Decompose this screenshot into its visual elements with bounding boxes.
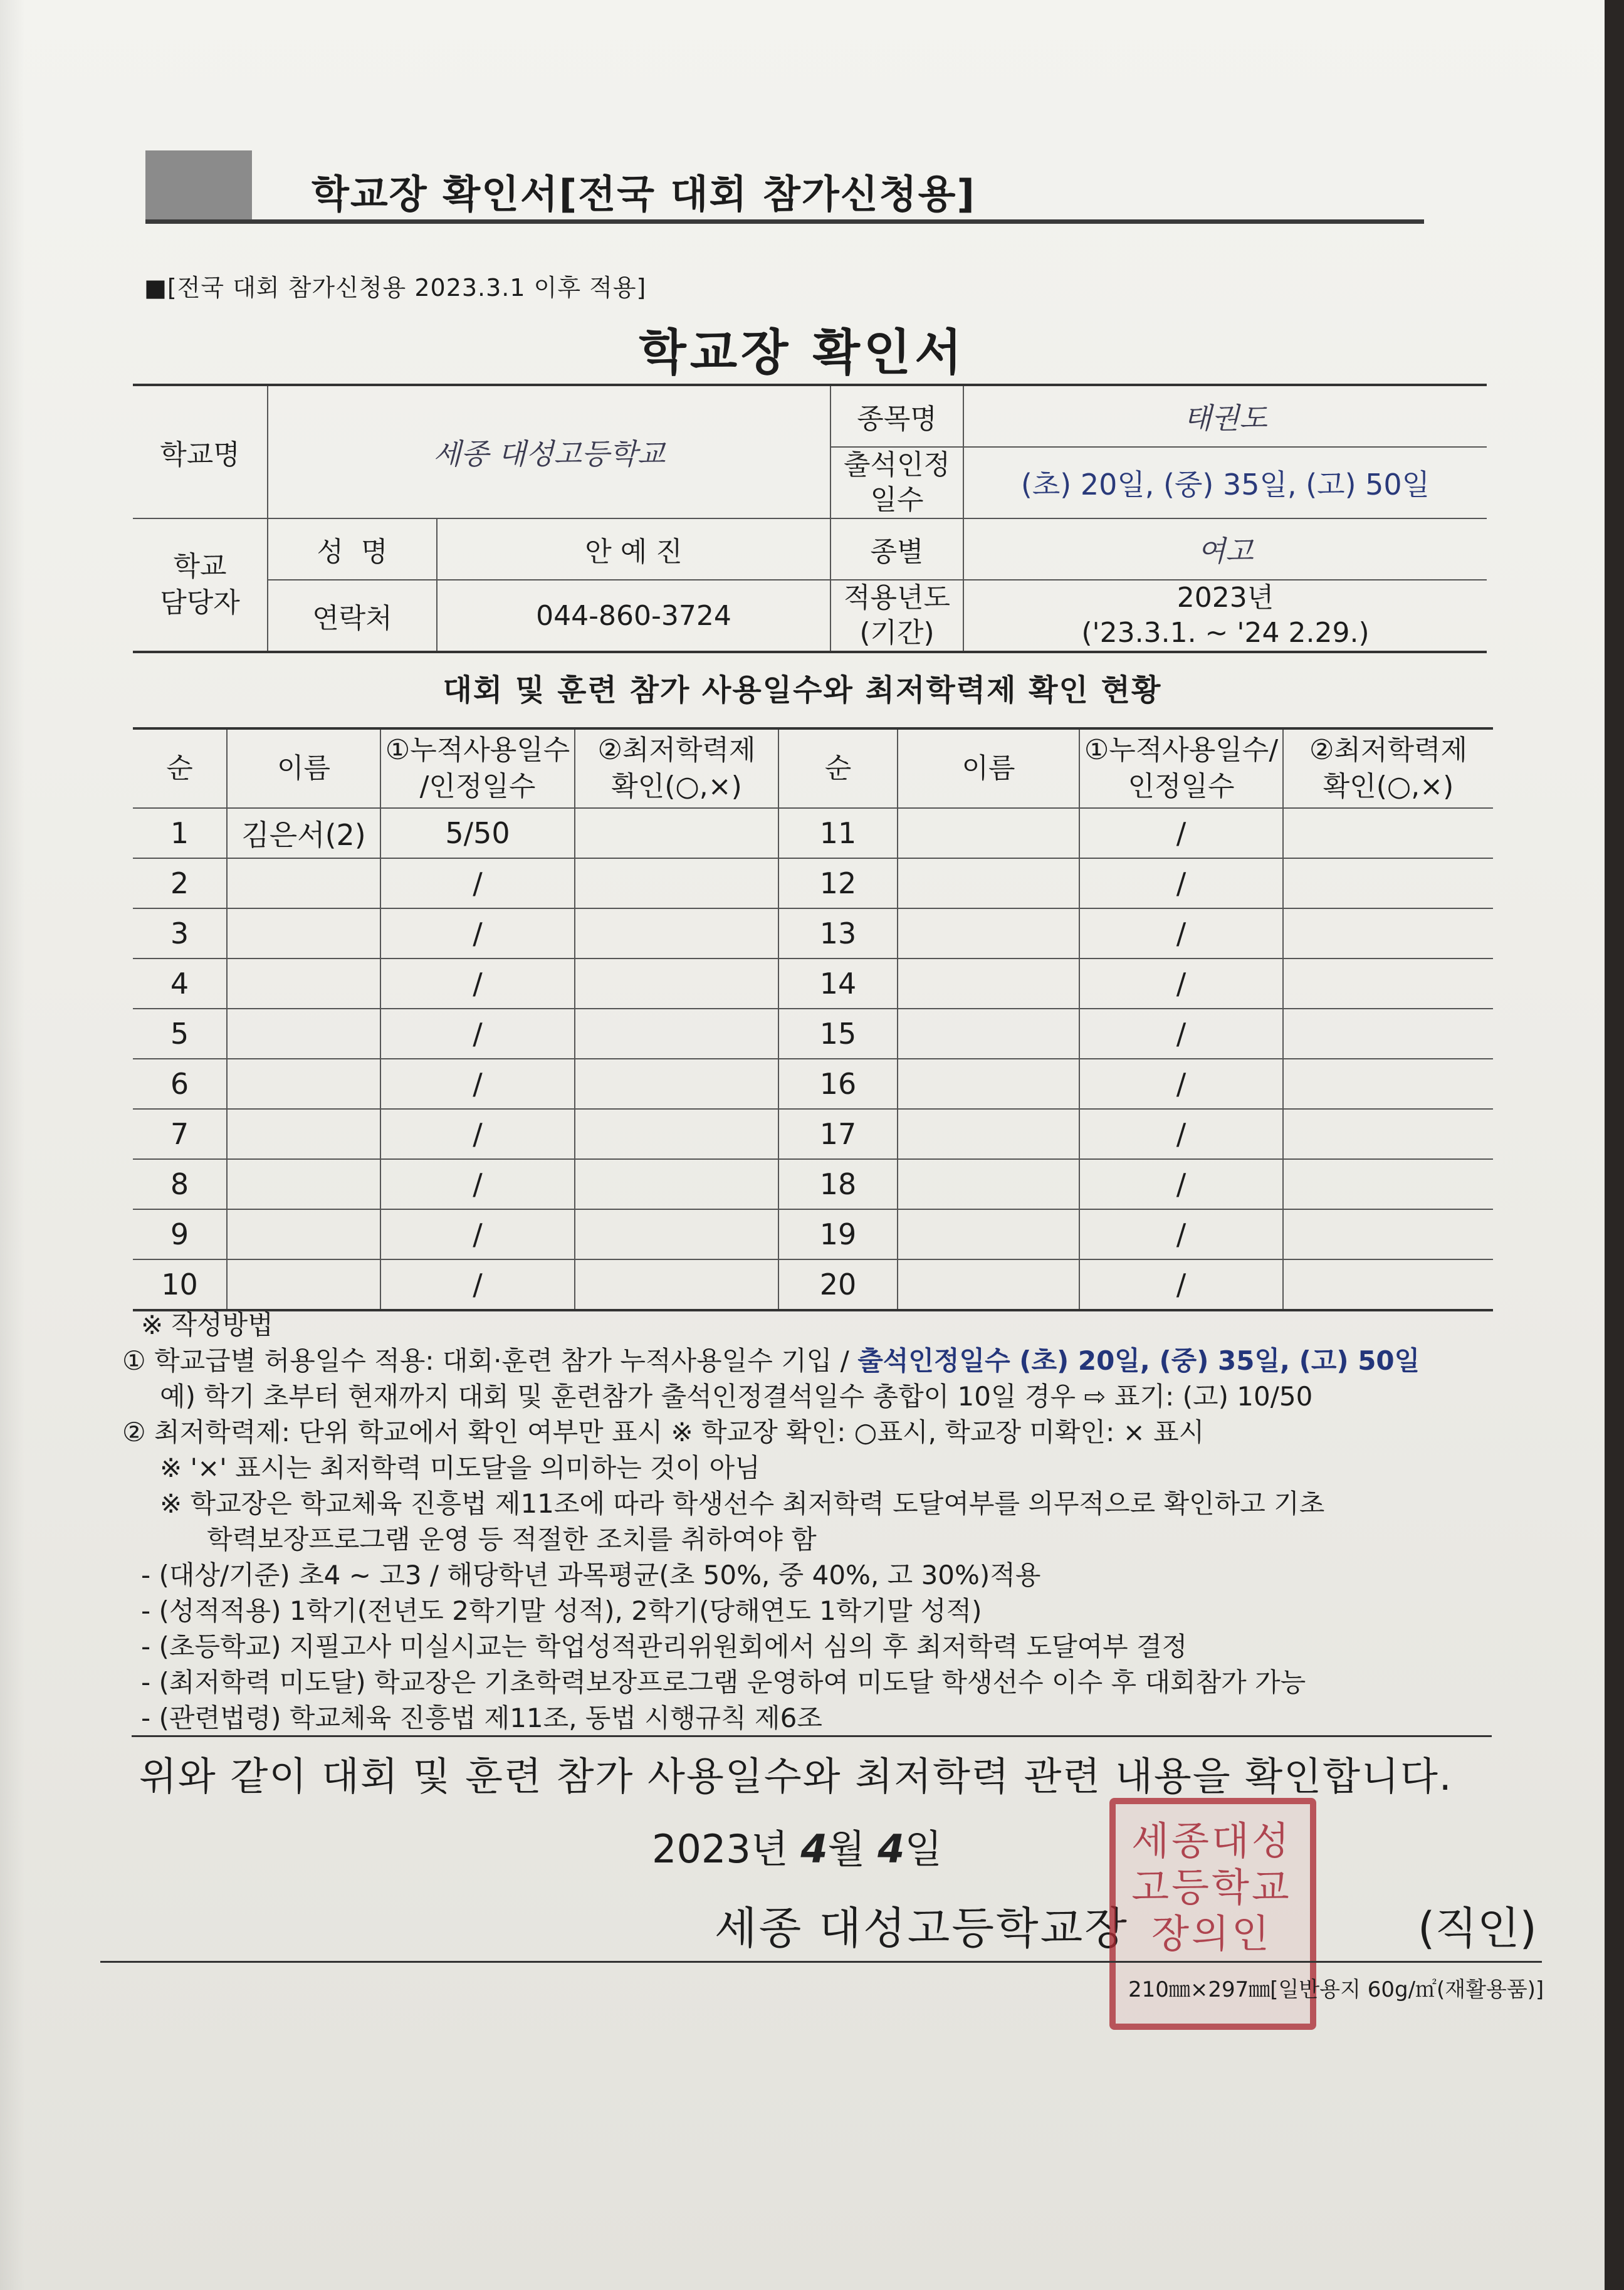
attendance-value: (초) 20일, (중) 35일, (고) 50일 (963, 447, 1487, 518)
row-no-left: 6 (133, 1059, 227, 1109)
date-day: 4 (877, 1826, 905, 1872)
row-check-left (575, 908, 778, 959)
row-used-left: / (380, 1059, 575, 1109)
row-name-left (227, 1059, 380, 1109)
row-name-left (227, 1159, 380, 1209)
row-used-right: / (1079, 1009, 1283, 1059)
row-no-right: 13 (778, 908, 898, 959)
row-check-right (1283, 1109, 1493, 1159)
row-check-right (1283, 858, 1493, 908)
row-name-right (898, 1009, 1079, 1059)
contact-label: 연락처 (268, 580, 437, 652)
row-check-right (1283, 1159, 1493, 1209)
row-used-right: / (1079, 959, 1283, 1009)
row-name-left (227, 959, 380, 1009)
detail-below-standard: - (최저학력 미도달) 학교장은 기초학력보장프로그램 운영하여 미도달 학생선수 이수 후 대회참가 가능 (141, 1667, 1306, 1698)
row-check-right (1283, 1009, 1493, 1059)
seal-text: 세종대성고등학교장의인 (1131, 1818, 1292, 1956)
gender-label: 종별 (830, 518, 963, 580)
row-name-right (898, 1059, 1079, 1109)
banner-rule (145, 219, 1424, 224)
date-month: 4 (800, 1826, 828, 1872)
row-used-right: / (1079, 858, 1283, 908)
row-used-left: / (380, 1009, 575, 1059)
note-2-b-cont: 학력보장프로그램 운영 등 적절한 조치를 취하여야 함 (207, 1524, 817, 1555)
note-1 (122, 1343, 1526, 1379)
table-row (133, 1009, 1493, 1059)
row-used-left: / (380, 959, 575, 1009)
row-used-left: / (380, 1209, 575, 1259)
date-year: 2023년 (652, 1826, 788, 1872)
row-no-left: 10 (133, 1259, 227, 1310)
school-info-table (133, 384, 1487, 653)
bottom-rule (100, 1961, 1542, 1963)
row-no-right: 15 (778, 1009, 898, 1059)
row-no-left: 1 (133, 808, 227, 858)
table-row (133, 908, 1493, 959)
row-check-left (575, 959, 778, 1009)
row-name-right (898, 1159, 1079, 1209)
detail-target: - (대상/기준) 초4 ~ 고3 / 해당학년 과목평균(초 50%, 중 40%, 고 30%)적용 (141, 1560, 1041, 1590)
header-no-left: 순 (133, 728, 227, 808)
note-2-a: ※ '×' 표시는 최저학력 미도달을 의미하는 것이 아님 (160, 1452, 760, 1483)
row-name-right (898, 1259, 1079, 1310)
row-check-left (575, 1059, 778, 1109)
row-check-left (575, 858, 778, 908)
row-no-right: 16 (778, 1059, 898, 1109)
row-no-right: 19 (778, 1209, 898, 1259)
detail-law: - (관련법령) 학교체육 진흥법 제11조, 동법 시행규칙 제6조 (141, 1703, 822, 1733)
instructions (122, 1307, 1526, 1736)
applied-note: ■[전국 대회 참가신청용 2023.3.1 이후 적용] (144, 274, 647, 302)
principal-title: 세종 대성고등학교장 (715, 1903, 1129, 1954)
row-no-left: 4 (133, 959, 227, 1009)
note-1-allowed-days: 출석인정일수 (초) 20일, (중) 35일, (고) 50일 (857, 1345, 1420, 1376)
header-name-right: 이름 (898, 728, 1079, 808)
row-no-left: 7 (133, 1109, 227, 1159)
divider-line (132, 1735, 1492, 1737)
table-row (133, 1259, 1493, 1310)
row-used-left: / (380, 1159, 575, 1209)
table-row (133, 1109, 1493, 1159)
row-used-left: / (380, 1259, 575, 1310)
row-used-left: / (380, 858, 575, 908)
row-check-left (575, 1109, 778, 1159)
date-day-unit: 일 (904, 1826, 943, 1872)
row-name-right (898, 808, 1079, 858)
table-row (133, 1209, 1493, 1259)
row-no-right: 11 (778, 808, 898, 858)
table-row (133, 1159, 1493, 1209)
row-name-left: 김은서(2) (227, 808, 380, 858)
row-no-right: 18 (778, 1159, 898, 1209)
confirmation-statement: 위와 같이 대회 및 훈련 참가 사용일수와 최저학력 관련 내용을 확인합니다. (139, 1753, 1453, 1799)
row-check-left (575, 1009, 778, 1059)
row-no-right: 12 (778, 858, 898, 908)
notes-heading: ※ 작성방법 (141, 1310, 273, 1340)
sport-value: 태권도 (963, 385, 1487, 447)
table-row (133, 1059, 1493, 1109)
row-check-right (1283, 959, 1493, 1009)
note-1-text: ① 학교급별 허용일수 적용: 대회·훈련 참가 누적사용일수 기입 / (122, 1345, 858, 1376)
row-no-left: 9 (133, 1209, 227, 1259)
gender-value: 여고 (963, 518, 1487, 580)
row-used-right: / (1079, 1209, 1283, 1259)
row-name-right (898, 908, 1079, 959)
table-row (133, 959, 1493, 1009)
participation-table (133, 727, 1493, 1311)
header-used-left: ①누적사용일수 /인정일수 (380, 728, 575, 808)
row-used-right: / (1079, 1059, 1283, 1109)
section-title: 대회 및 훈련 참가 사용일수와 최저학력제 확인 현황 (443, 673, 1162, 708)
row-name-left (227, 908, 380, 959)
row-name-left (227, 1209, 380, 1259)
header-name-left: 이름 (227, 728, 380, 808)
row-no-left: 2 (133, 858, 227, 908)
row-check-right (1283, 1209, 1493, 1259)
date-month-unit: 월 (827, 1826, 866, 1872)
year-value: 2023년 ('23.3.1. ~ '24 2.29.) (963, 580, 1487, 652)
contact-value: 044-860-3724 (437, 580, 830, 652)
row-used-right: / (1079, 908, 1283, 959)
manager-label: 학교 담당자 (133, 518, 268, 652)
form-title: 학교장 확인서 (639, 325, 966, 381)
row-no-left: 3 (133, 908, 227, 959)
detail-grades: - (성적적용) 1학기(전년도 2학기말 성적), 2학기(당해연도 1학기말 성적) (141, 1595, 982, 1626)
form-banner (145, 150, 1424, 226)
row-name-left (227, 1259, 380, 1310)
banner-title: 학교장 확인서[전국 대회 참가신청용] (312, 171, 976, 217)
row-used-right: / (1079, 1109, 1283, 1159)
row-check-right (1283, 1059, 1493, 1109)
attendance-label: 출석인정 일수 (830, 447, 963, 518)
row-name-right (898, 1209, 1079, 1259)
row-used-left: 5/50 (380, 808, 575, 858)
signing-date (652, 1818, 942, 1874)
row-no-right: 14 (778, 959, 898, 1009)
row-check-left (575, 1259, 778, 1310)
table-row (133, 808, 1493, 858)
note-2-b: ※ 학교장은 학교체육 진흥법 제11조에 따라 학생선수 최저학력 도달여부를 의무적으로 확인하고 기초 (160, 1488, 1325, 1519)
row-name-right (898, 858, 1079, 908)
row-no-left: 8 (133, 1159, 227, 1209)
row-name-right (898, 1109, 1079, 1159)
row-check-left (575, 808, 778, 858)
school-value: 세종 대성고등학교 (268, 385, 830, 518)
row-used-left: / (380, 908, 575, 959)
row-used-right: / (1079, 1159, 1283, 1209)
row-name-right (898, 959, 1079, 1009)
header-check-right: ②최저학력제 확인(○,×) (1283, 728, 1493, 808)
row-name-left (227, 1109, 380, 1159)
row-check-left (575, 1209, 778, 1259)
detail-elementary: - (초등학교) 지필고사 미실시교는 학업성적관리위원회에서 심의 후 최저학력 도달여부 결정 (141, 1631, 1188, 1662)
row-no-right: 20 (778, 1259, 898, 1310)
row-used-right: / (1079, 1259, 1283, 1310)
row-used-left: / (380, 1109, 575, 1159)
row-used-right: / (1079, 808, 1283, 858)
row-check-right (1283, 908, 1493, 959)
note-1-example: 예) 학기 초부터 현재까지 대회 및 훈련참가 출석인정결석일수 총합이 10일 경우 ⇨ 표기: (고) 10/50 (160, 1381, 1313, 1412)
note-2: ② 최저학력제: 단위 학교에서 확인 여부만 표시 ※ 학교장 확인: ○표시, 학교장 미확인: × 표시 (122, 1417, 1205, 1447)
name-value: 안 예 진 (437, 518, 830, 580)
row-check-right (1283, 808, 1493, 858)
header-no-right: 순 (778, 728, 898, 808)
year-label: 적용년도 (기간) (830, 580, 963, 652)
row-name-left (227, 858, 380, 908)
row-check-left (575, 1159, 778, 1209)
row-no-right: 17 (778, 1109, 898, 1159)
header-check-left: ②최저학력제 확인(○,×) (575, 728, 778, 808)
table-row (133, 858, 1493, 908)
row-check-right (1283, 1259, 1493, 1310)
name-label: 성 명 (268, 518, 437, 580)
sport-label: 종목명 (830, 385, 963, 447)
banner-gray-block (145, 150, 252, 219)
seal-label: (직인) (1418, 1903, 1537, 1954)
row-no-left: 5 (133, 1009, 227, 1059)
row-name-left (227, 1009, 380, 1059)
paper-spec: 210㎜×297㎜[일반용지 60g/㎡(재활용품)] (1128, 1977, 1544, 2002)
school-label: 학교명 (133, 385, 268, 518)
header-used-right: ①누적사용일수/ 인정일수 (1079, 728, 1283, 808)
